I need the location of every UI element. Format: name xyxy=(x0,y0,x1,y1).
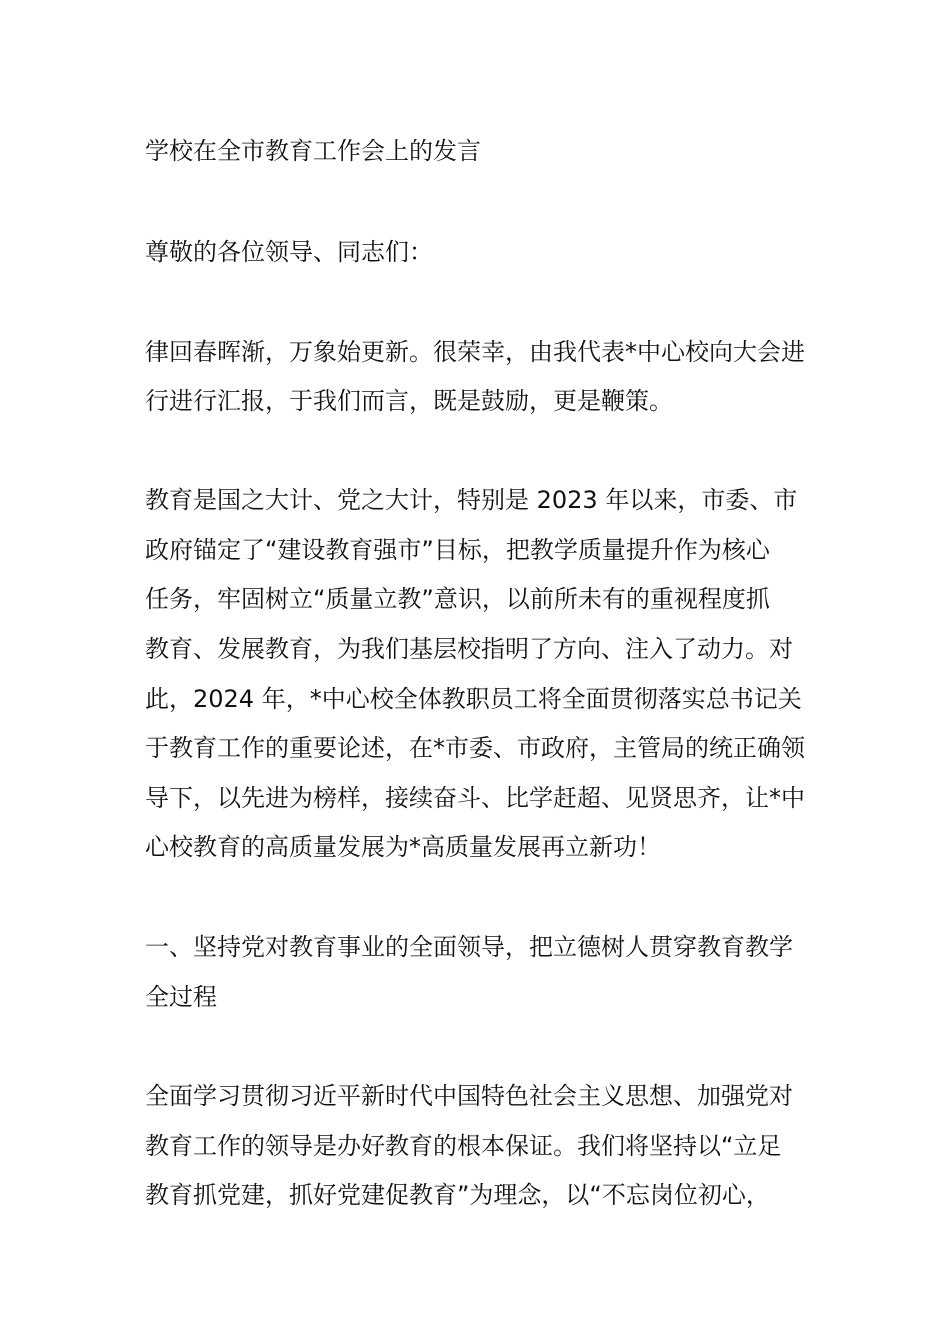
paragraph-line: 于教育工作的重要论述，在*市委、市政府，主管局的统正确领 xyxy=(145,734,805,762)
paragraph-line: 律回春晖渐，万象始更新。很荣幸，由我代表*中心校向大会进 xyxy=(145,338,805,366)
paragraph-line: 心校教育的高质量发展为*高质量发展再立新功！ xyxy=(145,833,661,861)
paragraph-line: 教育抓党建，抓好党建促教育”为理念，以“不忘岗位初心， xyxy=(145,1181,770,1209)
salutation: 尊敬的各位领导、同志们： xyxy=(145,238,433,266)
paragraph-line: 教育工作的领导是办好教育的根本保证。我们将坚持以“立足 xyxy=(145,1132,782,1160)
paragraph-line: 行进行汇报，于我们而言，既是鼓励，更是鞭策。 xyxy=(145,387,673,415)
paragraph-line: 教育是国之大计、党之大计，特别是 2023 年以来，市委、市 xyxy=(145,486,798,514)
paragraph-line: 政府锚定了“建设教育强市”目标，把教学质量提升作为核心 xyxy=(145,536,770,564)
section-heading-line: 一、坚持党对教育事业的全面领导，把立德树人贯穿教育教学 xyxy=(145,933,793,961)
section-heading-line: 全过程 xyxy=(145,983,217,1011)
paragraph-line: 此，2024 年，*中心校全体教职员工将全面贯彻落实总书记关 xyxy=(145,685,802,713)
paragraph-line: 教育、发展教育，为我们基层校指明了方向、注入了动力。对 xyxy=(145,635,793,663)
paragraph-line: 导下，以先进为榜样，接续奋斗、比学赶超、见贤思齐，让*中 xyxy=(145,784,805,812)
paragraph-line: 全面学习贯彻习近平新时代中国特色社会主义思想、加强党对 xyxy=(145,1082,793,1110)
document-title: 学校在全市教育工作会上的发言 xyxy=(145,137,481,165)
paragraph-line: 任务，牢固树立“质量立教”意识，以前所未有的重视程度抓 xyxy=(145,585,770,613)
